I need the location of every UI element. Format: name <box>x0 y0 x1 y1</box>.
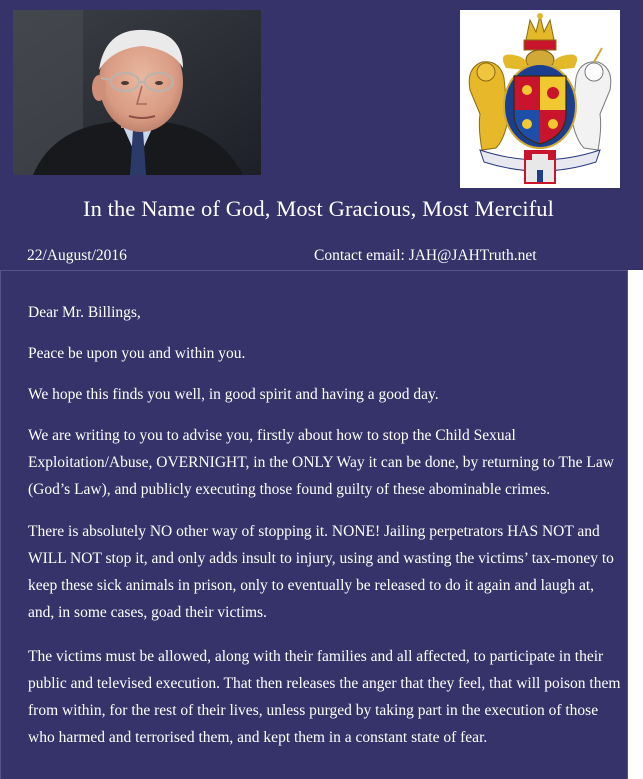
portrait-photo <box>13 10 261 175</box>
page-edge <box>628 270 643 779</box>
headline: In the Name of God, Most Gracious, Most Merciful <box>83 196 554 221</box>
royal-coat-of-arms-icon <box>460 10 620 188</box>
paragraph-3: We are writing to you to advise you, firstly about how to stop the Child Sexual Exploitation/Abuse, OVERNIGHT, in the ONLY Way it can be done, by returning to The Law (God’s Law), and publicly executing those found guilty of these abominable crimes. <box>28 427 614 498</box>
paragraph-1: Peace be upon you and within you. <box>28 345 246 362</box>
paragraph-2: We hope this finds you well, in good spirit and having a good day. <box>28 386 439 403</box>
portrait-photo-icon <box>13 10 261 175</box>
salutation: Dear Mr. Billings, <box>28 304 141 321</box>
letter-header <box>0 0 643 270</box>
letter-date: 22/August/2016 <box>27 247 127 264</box>
letter-body <box>0 270 628 779</box>
contact-email: Contact email: JAH@JAHTruth.net <box>314 247 537 264</box>
coat-of-arms <box>460 10 620 188</box>
paragraph-5: The victims must be allowed, along with their families and all affected, to participate in their public and televised execution. That then releases the anger that they feel, that will poison them from within, for the rest of their lives, unless purged by taking part in the execution of those who harmed and terrorised them, and kept them in a constant state of fear. <box>28 648 621 746</box>
paragraph-4: There is absolutely NO other way of stopping it. NONE! Jailing perpetrators HAS NOT and WILL NOT stop it, and only adds insult to injury, using and wasting the victims’ tax-money to keep these sick animals in prison, only to eventually be released to do it again and laugh at, and, in some cases, goad their victims. <box>28 523 614 621</box>
